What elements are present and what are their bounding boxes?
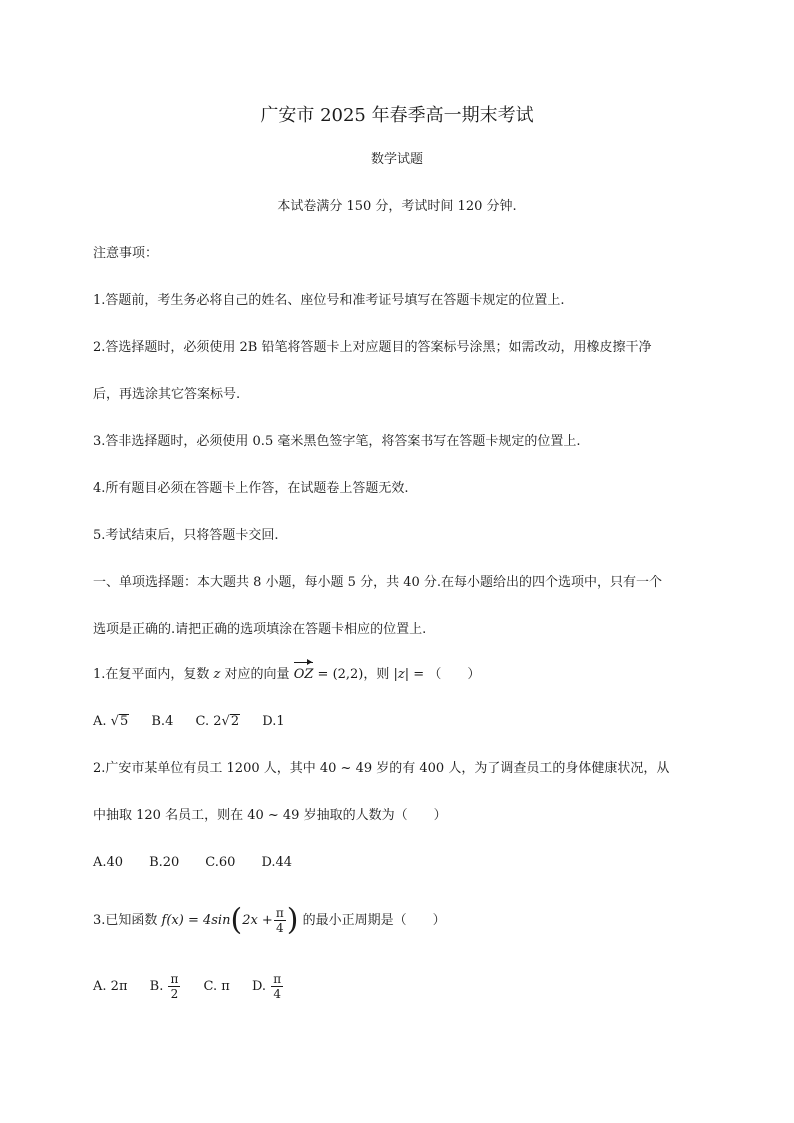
q1-option-b: B.4 bbox=[151, 714, 174, 729]
q3-open-paren: ( bbox=[230, 902, 243, 938]
notice-item-2-cont: 后，再选涂其它答案标号. bbox=[93, 387, 241, 402]
q3-option-a: A. 2π bbox=[93, 979, 128, 994]
q1-eq: = (2,2)，则 bbox=[313, 667, 390, 682]
q3-fraction: $\frac{\pi}{4}$ bbox=[275, 906, 284, 935]
q3-option-c: C. π bbox=[203, 979, 230, 994]
section-heading-line1: 一、单项选择题：本大题共 8 小题，每小题 5 分，共 40 分.在每小题给出的四个选项中，只有一个 bbox=[93, 575, 663, 590]
q3-option-b: B. $\frac{\pi}{2}$ bbox=[149, 972, 179, 1001]
q1-vector-oz: OZ bbox=[293, 667, 314, 682]
question-1-stem bbox=[93, 666, 480, 684]
question-2-line1: 2.广安市某单位有员工 1200 人，其中 40 ~ 49 岁的有 400 人，为了调查员工的身体健康状况，从 bbox=[93, 761, 670, 776]
q3-option-d: D. $\frac{\pi}{4}$ bbox=[251, 972, 282, 1001]
q1-mid: 对应的向量 bbox=[224, 667, 290, 682]
question-2-line2: 中抽取 120 名员工，则在 40 ~ 49 岁抽取的人数为（ ） bbox=[93, 808, 447, 823]
exam-title: 广安市 2025 年春季高一期末考试 bbox=[260, 105, 534, 126]
question-1-options bbox=[93, 713, 303, 731]
q1-option-d: D.1 bbox=[262, 714, 285, 729]
notice-item-2: 2.答选择题时，必须使用 2B 铅笔将答题卡上对应题目的答案标号涂黑；如需改动，用橡皮擦干净 bbox=[93, 340, 652, 355]
q3-function: f(x) = 4sin bbox=[161, 913, 231, 928]
question-3-stem bbox=[93, 902, 446, 938]
notice-item-5: 5.考试结束后，只将答题卡交回. bbox=[93, 528, 279, 543]
q3-inner: 2x + bbox=[242, 913, 273, 928]
notice-heading: 注意事项： bbox=[93, 246, 159, 261]
notice-item-1: 1.答题前，考生务必将自己的姓名、座位号和准考证号填写在答题卡规定的位置上. bbox=[93, 293, 565, 308]
q1-var-z: z bbox=[213, 667, 221, 682]
q3-prefix: 3.已知函数 bbox=[93, 913, 158, 928]
section-heading-line2: 选项是正确的.请把正确的选项填涂在答题卡相应的位置上. bbox=[93, 622, 427, 637]
q1-prefix: 1.在复平面内，复数 bbox=[93, 667, 210, 682]
q1-option-c: C. 2√2 bbox=[195, 714, 240, 729]
q1-abs-z: |z| = bbox=[393, 667, 425, 682]
exam-subject: 数学试题 bbox=[370, 152, 423, 167]
exam-info: 本试卷满分 150 分，考试时间 120 分钟. bbox=[277, 199, 517, 214]
q3-option-d-fraction: $\frac{\pi}{4}$ bbox=[273, 972, 282, 1001]
q3-suffix: 的最小正周期是（ ） bbox=[302, 913, 446, 928]
q1-option-a: A. √5 bbox=[93, 714, 129, 729]
q3-option-b-fraction: $\frac{\pi}{2}$ bbox=[170, 972, 179, 1001]
q1-suffix: （ ） bbox=[428, 667, 481, 682]
question-2-options: A.40 B.20 C.60 D.44 bbox=[93, 855, 293, 870]
notice-item-3: 3.答非选择题时，必须使用 0.5 毫米黑色签字笔，将答案书写在答题卡规定的位置上. bbox=[93, 434, 581, 449]
question-3-options bbox=[93, 972, 302, 1001]
q3-close-paren: ) bbox=[286, 902, 299, 938]
notice-item-4: 4.所有题目必须在答题卡上作答，在试题卷上答题无效. bbox=[93, 481, 409, 496]
